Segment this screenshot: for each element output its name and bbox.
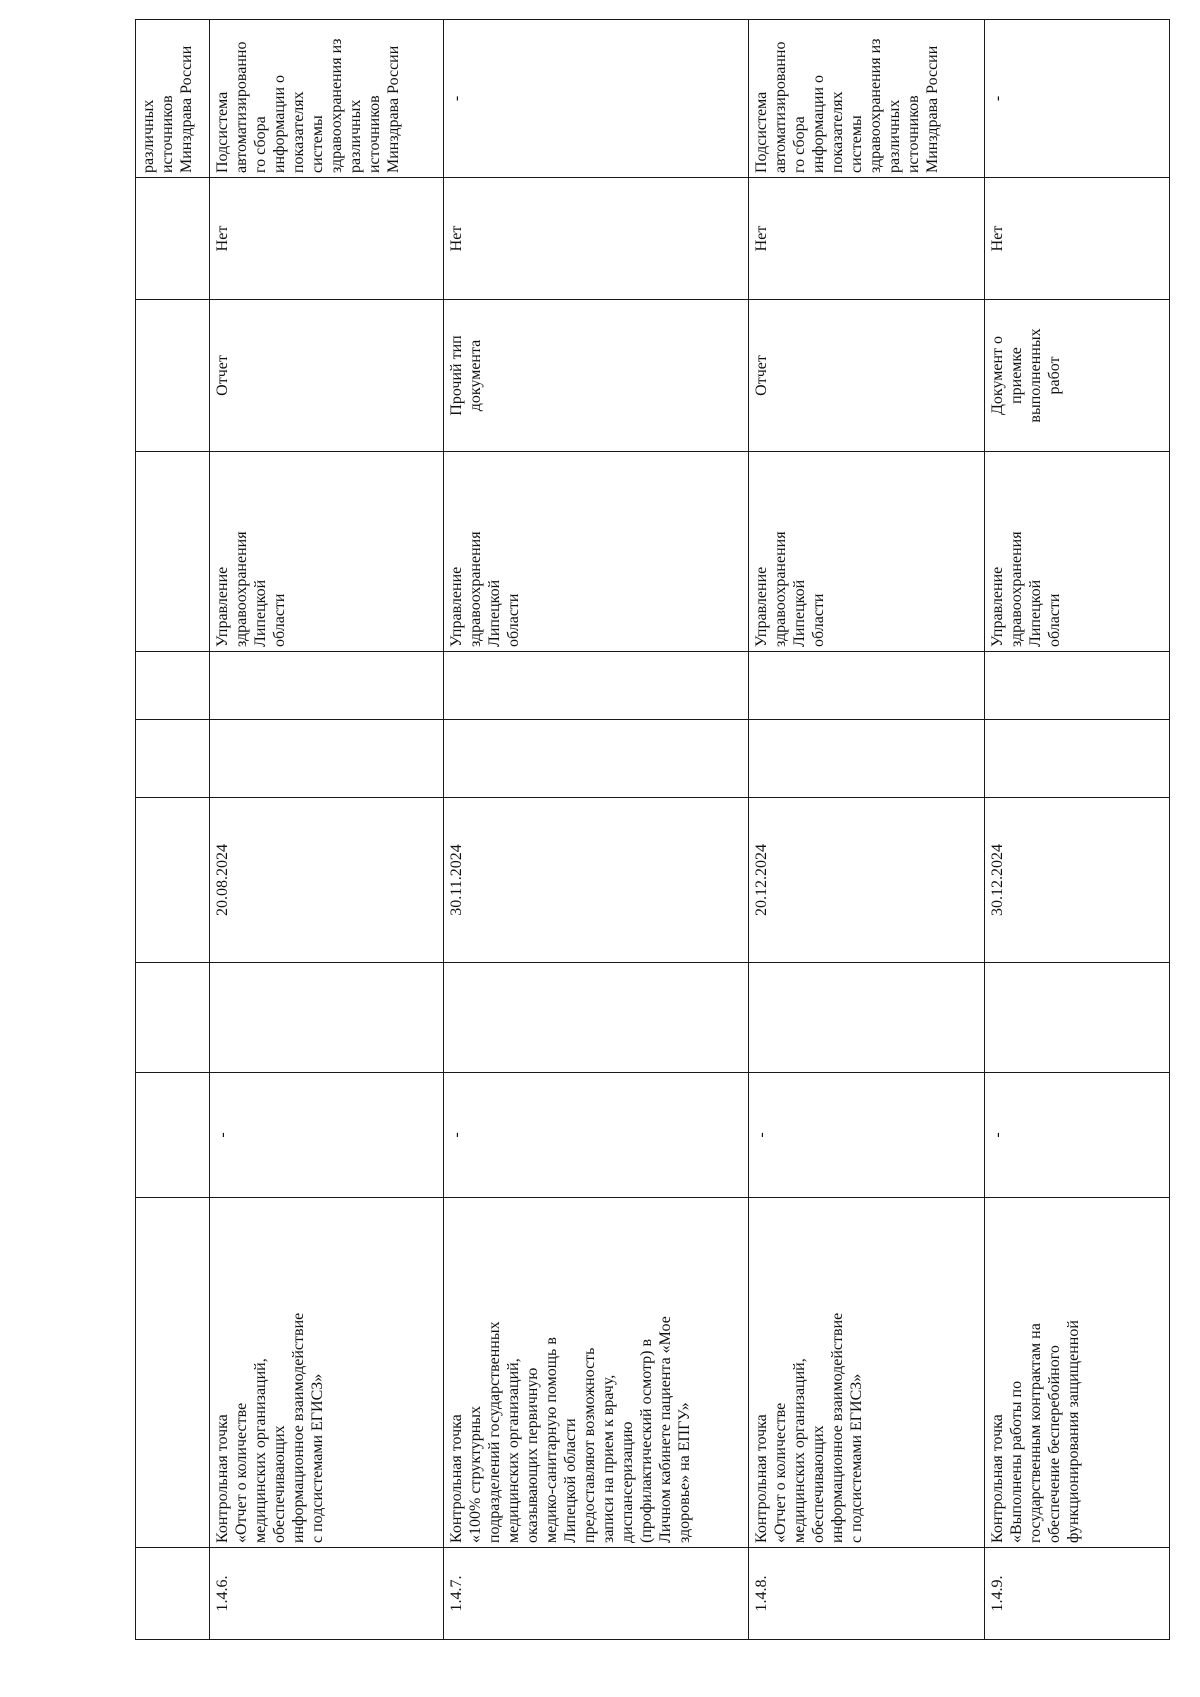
text-line: Липецкой: [790, 579, 808, 647]
table-row: [444, 20, 748, 1640]
text-line: Контрольная точка: [752, 1414, 770, 1543]
text-line: информации о: [809, 74, 827, 173]
text-line: «Выполнены работы по: [1008, 1380, 1026, 1543]
text-line: здравоохранения из: [327, 38, 345, 173]
text-line: Управление: [752, 566, 770, 647]
cell-source: [748, 20, 985, 178]
table-row: [985, 20, 1170, 1640]
text-line: Документ о: [989, 335, 1007, 416]
text-line: Липецкой области: [562, 1418, 580, 1543]
cell-responsible: [748, 452, 985, 652]
text-line: медицинских организаций,: [251, 1358, 269, 1543]
text-line: автоматизированно: [771, 41, 789, 173]
text-line: -: [448, 95, 466, 102]
cell-doc-type: [209, 300, 444, 452]
text-line: здоровье» на ЕПГУ»: [676, 1402, 694, 1543]
text-line: диспансеризацию: [619, 1421, 637, 1543]
text-line: Липецкой: [1027, 579, 1045, 647]
cell-c5: [985, 720, 1170, 798]
text-line: «Отчет о количестве: [232, 1402, 250, 1543]
text-line: источников: [904, 95, 922, 173]
text-line: записи на прием к врачу,: [600, 1374, 618, 1543]
text-line: с подсистемами ЕГИСЗ»: [308, 1373, 326, 1543]
text-line: здравоохранения: [467, 531, 485, 647]
text-line: различных: [885, 99, 903, 173]
table-row-continuation: [136, 20, 210, 1640]
text-line: Минздрава России: [384, 45, 402, 173]
cell-c4: [444, 963, 748, 1073]
cell-title: [748, 1198, 985, 1548]
cell-responsible: [444, 452, 748, 652]
text-line: различных: [140, 99, 157, 173]
cell-responsible: [209, 452, 444, 652]
text-line: обеспечение бесперебойного: [1046, 1345, 1064, 1543]
cell-c5: [444, 720, 748, 798]
cell-start: [136, 1073, 210, 1198]
cell-start: -: [209, 1073, 444, 1198]
text-line: области: [1046, 593, 1064, 647]
text-line: приемке: [1008, 347, 1026, 404]
text-line: Отчет: [752, 355, 770, 396]
text-line: Подсистема: [213, 91, 231, 173]
cell-num: [136, 1548, 210, 1640]
text-line: предоставляют возможность: [581, 1347, 599, 1543]
cell-c6: [748, 652, 985, 720]
cell-flag: Нет: [209, 178, 444, 300]
cell-doc-type: [136, 300, 210, 452]
cell-source: [136, 20, 210, 178]
text-line: показателях: [828, 91, 846, 173]
cell-c4: [136, 963, 210, 1073]
text-line: показателях: [289, 91, 307, 173]
text-line: подразделений государственных: [486, 1321, 504, 1543]
table-body: [136, 20, 1170, 1640]
text-line: документа: [467, 339, 485, 412]
text-line: различных: [346, 99, 364, 173]
text-line: системы: [308, 115, 326, 173]
text-line: Липецкой: [251, 579, 269, 647]
text-line: выполненных: [1027, 328, 1045, 423]
text-line: Личном кабинете пациента «Мое: [657, 1316, 675, 1543]
cell-source: [209, 20, 444, 178]
cell-doc-type: [985, 300, 1170, 452]
cell-num: 1.4.7.: [444, 1548, 748, 1640]
text-line: системы: [847, 115, 865, 173]
text-line: Подсистема: [752, 91, 770, 173]
text-line: функционирования защищенной: [1065, 1320, 1083, 1543]
text-line: медико-санитарную помощь в: [543, 1337, 561, 1543]
text-line: (профилактический осмотр) в: [638, 1338, 656, 1543]
cell-title: [985, 1198, 1170, 1548]
cell-title: [209, 1198, 444, 1548]
text-line: работ: [1046, 356, 1064, 395]
text-line: области: [505, 593, 523, 647]
cell-end: 20.08.2024: [209, 798, 444, 963]
text-line: государственным контрактам на: [1027, 1323, 1045, 1543]
text-line: го сбора: [251, 116, 269, 173]
text-line: Минздрава России: [923, 45, 941, 173]
cell-start: -: [444, 1073, 748, 1198]
cell-end: 20.12.2024: [748, 798, 985, 963]
cell-end: 30.12.2024: [985, 798, 1170, 963]
text-line: Минздрава России: [178, 45, 195, 173]
text-line: информационное взаимодействие: [828, 1312, 846, 1543]
cell-flag: Нет: [985, 178, 1170, 300]
text-line: обеспечивающих: [270, 1425, 288, 1543]
text-line: Контрольная точка: [213, 1414, 231, 1543]
cell-end: 30.11.2024: [444, 798, 748, 963]
text-line: автоматизированно: [232, 41, 250, 173]
cell-c5: [136, 720, 210, 798]
text-line: Отчет: [213, 355, 231, 396]
cell-title: [136, 1198, 210, 1548]
text-line: Прочий тип: [448, 335, 466, 416]
text-line: «Отчет о количестве: [771, 1402, 789, 1543]
text-line: здравоохранения: [771, 531, 789, 647]
text-line: здравоохранения: [232, 531, 250, 647]
cell-c4: [748, 963, 985, 1073]
text-line: оказывающих первичную: [524, 1367, 542, 1543]
text-line: Управление: [448, 566, 466, 647]
cell-flag: Нет: [444, 178, 748, 300]
cell-responsible: [985, 452, 1170, 652]
cell-start: -: [985, 1073, 1170, 1198]
cell-num: 1.4.9.: [985, 1548, 1170, 1640]
table-row: [209, 20, 444, 1640]
cell-c4: [209, 963, 444, 1073]
cell-flag: [136, 178, 210, 300]
cell-source: [444, 20, 748, 178]
cell-responsible: [136, 452, 210, 652]
text-line: Контрольная точка: [448, 1414, 466, 1543]
text-line: с подсистемами ЕГИСЗ»: [847, 1373, 865, 1543]
cell-c6: [444, 652, 748, 720]
text-line: источников: [365, 95, 383, 173]
cell-title: [444, 1198, 748, 1548]
text-line: источников: [159, 95, 176, 173]
text-line: области: [809, 593, 827, 647]
cell-start: -: [748, 1073, 985, 1198]
cell-c4: [985, 963, 1170, 1073]
cell-num: 1.4.8.: [748, 1548, 985, 1640]
text-line: Липецкой: [486, 579, 504, 647]
text-line: Контрольная точка: [989, 1414, 1007, 1543]
text-line: медицинских организаций,: [505, 1358, 523, 1543]
text-line: здравоохранения: [1008, 531, 1026, 647]
text-line: -: [989, 95, 1007, 102]
text-line: обеспечивающих: [809, 1425, 827, 1543]
text-line: Управление: [213, 566, 231, 647]
cell-flag: Нет: [748, 178, 985, 300]
cell-source: [985, 20, 1170, 178]
rotated-table-container: [135, 38, 1170, 1640]
text-line: Управление: [989, 566, 1007, 647]
cell-c6: [209, 652, 444, 720]
cell-c5: [209, 720, 444, 798]
text-line: информации о: [270, 74, 288, 173]
cell-doc-type: [444, 300, 748, 452]
cell-c6: [985, 652, 1170, 720]
text-line: области: [270, 593, 288, 647]
text-line: го сбора: [790, 116, 808, 173]
text-line: «100% структурных: [467, 1405, 485, 1543]
control-points-table: [135, 19, 1170, 1640]
cell-end: [136, 798, 210, 963]
cell-doc-type: [748, 300, 985, 452]
table-row: [748, 20, 985, 1640]
cell-num: 1.4.6.: [209, 1548, 444, 1640]
text-line: здравоохранения из: [866, 38, 884, 173]
text-line: медицинских организаций,: [790, 1358, 808, 1543]
text-line: информационное взаимодействие: [289, 1312, 307, 1543]
cell-c5: [748, 720, 985, 798]
cell-c6: [136, 652, 210, 720]
